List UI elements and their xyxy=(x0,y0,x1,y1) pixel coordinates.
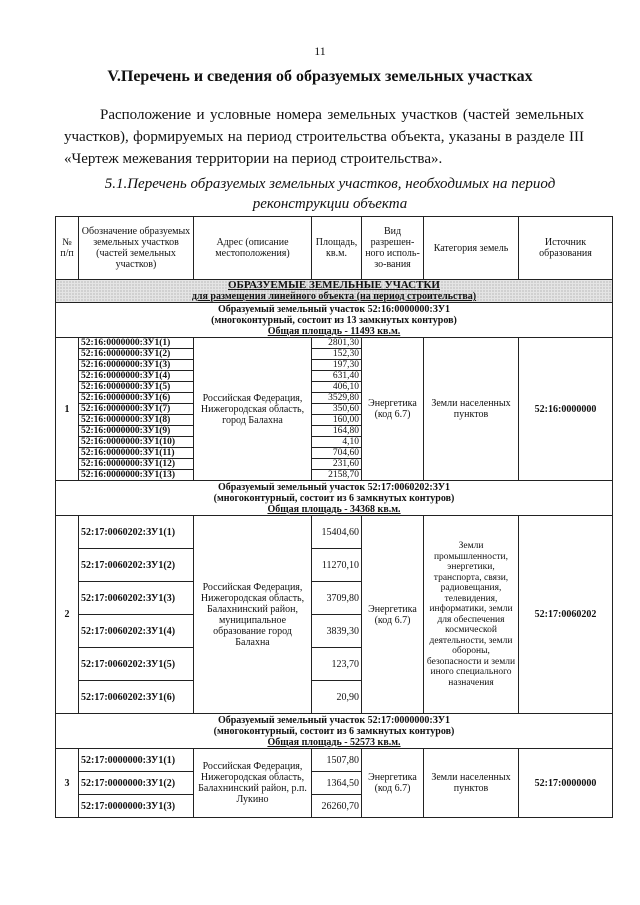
area-cell: 160,00 xyxy=(312,415,362,426)
plot-id-cell: 52:16:0000000:ЗУ1(10) xyxy=(79,437,194,448)
plot-id-cell: 52:17:0000000:ЗУ1(2) xyxy=(79,772,194,795)
page-number: 11 xyxy=(314,44,326,58)
land-category-cell: Земли промышленности, энергетики, транспорта, связи, радиовещания, телевидения, информатики, земли для обеспечения космической деятельности, земли обороны, безопасности и земли иного специального назначения xyxy=(424,516,519,714)
area-cell: 1507,80 xyxy=(312,749,362,772)
plot-id-cell: 52:16:0000000:ЗУ1(3) xyxy=(79,360,194,371)
land-category-cell: Земли населенных пунктов xyxy=(424,338,519,481)
table-caption-line-1: 5.1.Перечень образуемых земельных участков, необходимых на период xyxy=(104,176,556,192)
plot-summary-title: Образуемый земельный участок 52:16:0000000:ЗУ1 xyxy=(217,303,451,315)
area-cell: 3709,80 xyxy=(312,582,362,615)
plot-summary xyxy=(56,714,613,749)
plot-id-cell: 52:16:0000000:ЗУ1(7) xyxy=(79,404,194,415)
section-band-row xyxy=(56,280,613,303)
area-cell: 4,10 xyxy=(312,437,362,448)
source-cell: 52:17:0000000 xyxy=(519,749,613,818)
plot-id-cell: 52:16:0000000:ЗУ1(4) xyxy=(79,371,194,382)
band-title: ОБРАЗУЕМЫЕ ЗЕМЕЛЬНЫЕ УЧАСТКИ xyxy=(227,279,440,291)
land-category-cell: Земли населенных пунктов xyxy=(424,749,519,818)
area-cell: 15404,60 xyxy=(312,516,362,549)
area-cell: 631,40 xyxy=(312,371,362,382)
source-cell: 52:17:0060202 xyxy=(519,516,613,714)
intro-paragraph xyxy=(64,104,584,170)
plot-id-cell: 52:16:0000000:ЗУ1(2) xyxy=(79,349,194,360)
plot-id-cell: 52:16:0000000:ЗУ1(5) xyxy=(79,382,194,393)
address-cell: Российская Федерация, Нижегородская область, город Балахна xyxy=(194,338,312,481)
area-cell: 20,90 xyxy=(312,681,362,714)
land-plots-table xyxy=(55,216,613,818)
table-header-row xyxy=(56,217,613,280)
address-cell: Российская Федерация, Нижегородская область, Балахнинский район, муниципальное образование город Балахна xyxy=(194,516,312,714)
header-designation: Обозначение образуемых земельных участков (частей земельных участков) xyxy=(79,217,194,280)
plot-summary-total: Общая площадь - 11493 кв.м. xyxy=(267,325,401,337)
plot-id-cell: 52:17:0060202:ЗУ1(4) xyxy=(79,615,194,648)
area-cell: 2158,70 xyxy=(312,470,362,481)
plot-id-cell: 52:17:0060202:ЗУ1(6) xyxy=(79,681,194,714)
plot-id-cell: 52:17:0000000:ЗУ1(3) xyxy=(79,795,194,818)
header-source: Источник образования xyxy=(519,217,613,280)
area-cell: 11270,10 xyxy=(312,549,362,582)
area-cell: 197,30 xyxy=(312,360,362,371)
area-cell: 3839,30 xyxy=(312,615,362,648)
plot-summary-row xyxy=(56,481,613,516)
plot-id-cell: 52:17:0060202:ЗУ1(1) xyxy=(79,516,194,549)
plot-summary-contours: (многоконтурный, состоит из 6 замкнутых контуров) xyxy=(213,725,455,737)
area-cell: 26260,70 xyxy=(312,795,362,818)
area-cell: 406,10 xyxy=(312,382,362,393)
row-number: 2 xyxy=(56,516,79,714)
plot-id-cell: 52:16:0000000:ЗУ1(8) xyxy=(79,415,194,426)
permitted-use-cell: Энергетика (код 6.7) xyxy=(362,516,424,714)
row-number: 3 xyxy=(56,749,79,818)
plot-summary-title: Образуемый земельный участок 52:17:0000000:ЗУ1 xyxy=(217,714,451,726)
plot-summary-title: Образуемый земельный участок 52:17:0060202:ЗУ1 xyxy=(217,481,451,493)
table-row xyxy=(56,749,613,772)
section-band xyxy=(56,280,613,303)
plot-id-cell: 52:17:0060202:ЗУ1(3) xyxy=(79,582,194,615)
header-land-category: Категория земель xyxy=(424,217,519,280)
area-cell: 123,70 xyxy=(312,648,362,681)
area-cell: 704,60 xyxy=(312,448,362,459)
plot-id-cell: 52:16:0000000:ЗУ1(1) xyxy=(79,338,194,349)
header-area: Площадь, кв.м. xyxy=(312,217,362,280)
address-cell: Российская Федерация, Нижегородская область, Балахнинский район, р.п. Лукино xyxy=(194,749,312,818)
plot-summary-total: Общая площадь - 52573 кв.м. xyxy=(267,736,401,748)
table-row xyxy=(56,338,613,349)
plot-id-cell: 52:16:0000000:ЗУ1(11) xyxy=(79,448,194,459)
area-cell: 152,30 xyxy=(312,349,362,360)
intro-text: Расположение и условные номера земельных участков (частей земельных участков), формируемых на период строительства объекта, указаны в разделе III «Чертеж межевания территории на период строительства». xyxy=(64,107,584,167)
plot-id-cell: 52:17:0060202:ЗУ1(5) xyxy=(79,648,194,681)
source-cell: 52:16:0000000 xyxy=(519,338,613,481)
plot-id-cell: 52:16:0000000:ЗУ1(13) xyxy=(79,470,194,481)
plot-id-cell: 52:16:0000000:ЗУ1(9) xyxy=(79,426,194,437)
plot-summary xyxy=(56,481,613,516)
plot-id-cell: 52:17:0000000:ЗУ1(1) xyxy=(79,749,194,772)
row-number: 1 xyxy=(56,338,79,481)
area-cell: 164,80 xyxy=(312,426,362,437)
plot-id-cell: 52:16:0000000:ЗУ1(12) xyxy=(79,459,194,470)
section-title: V.Перечень и сведения об образуемых земельных участках xyxy=(107,68,533,85)
plot-id-cell: 52:17:0060202:ЗУ1(2) xyxy=(79,549,194,582)
header-num: № п/п xyxy=(56,217,79,280)
permitted-use-cell: Энергетика (код 6.7) xyxy=(362,749,424,818)
plot-summary-contours: (многоконтурный, состоит из 13 замкнутых контуров) xyxy=(211,314,457,326)
permitted-use-cell: Энергетика (код 6.7) xyxy=(362,338,424,481)
plot-summary-total: Общая площадь - 34368 кв.м. xyxy=(267,503,401,515)
header-permitted-use: Вид разрешен-ного исполь-зо-вания xyxy=(362,217,424,280)
plot-summary-row xyxy=(56,303,613,338)
area-cell: 2801,30 xyxy=(312,338,362,349)
area-cell: 1364,50 xyxy=(312,772,362,795)
plot-summary xyxy=(56,303,613,338)
band-subtitle: для размещения линейного объекта (на период строительства) xyxy=(191,291,477,302)
header-address: Адрес (описание местоположения) xyxy=(194,217,312,280)
plot-summary-contours: (многоконтурный, состоит из 6 замкнутых контуров) xyxy=(213,492,455,504)
table-row xyxy=(56,516,613,549)
area-cell: 3529,80 xyxy=(312,393,362,404)
table-caption xyxy=(70,174,590,214)
plot-summary-row xyxy=(56,714,613,749)
area-cell: 231,60 xyxy=(312,459,362,470)
plot-id-cell: 52:16:0000000:ЗУ1(6) xyxy=(79,393,194,404)
area-cell: 350,60 xyxy=(312,404,362,415)
table-caption-line-2: реконструкции объекта xyxy=(252,196,408,212)
